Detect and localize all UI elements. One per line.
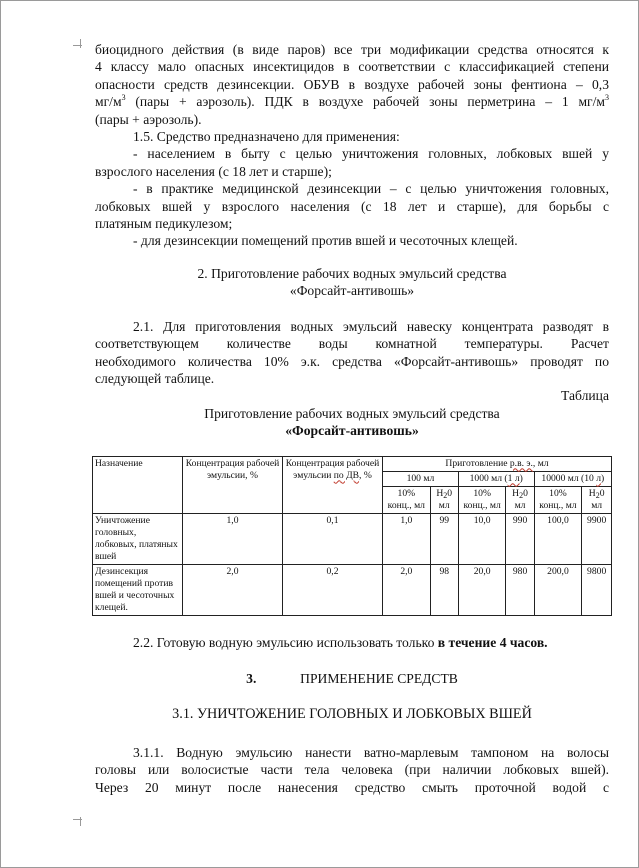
crop-mark-top xyxy=(73,45,82,46)
text-line xyxy=(95,93,609,110)
table-label: Таблица xyxy=(561,388,609,404)
section-title: ПРИМЕНЕНИЕ СРЕДСТВ xyxy=(300,670,458,686)
header-preparation: Приготовление р.в. э., мл xyxy=(383,456,612,471)
table-cell: Дезинсекция помещений против вшей и чесоточных клещей. xyxy=(93,564,183,615)
header-volume-100: 100 мл xyxy=(383,471,459,486)
table-cell: 200,0 xyxy=(534,564,582,615)
paragraph-line: соответствующем количестве воды комнатной температуры. Расчет xyxy=(95,336,609,352)
text-fragment: (пары + аэрозоль). ПДК в воздухе рабочей зоны перметрина – 1 мг/м xyxy=(135,94,605,110)
list-item-line: - населением в быту с целью уничтожения головных, лобковых вшей у xyxy=(133,146,609,162)
header-conc-ml: 10% конц., мл xyxy=(383,486,431,513)
header-concentration-dv: Концентрация рабочей эмульсии по ДВ, % xyxy=(283,456,383,513)
table-cell: 0,2 xyxy=(283,564,383,615)
list-item-line: лобковых вшей у взрослого населения (с 18 лет и старше), для борьбы с xyxy=(95,198,609,214)
text-line: 4 классу мало опасных инсектицидов в соответствии с классификацией степени xyxy=(95,59,609,75)
table-cell: 1,0 xyxy=(183,513,283,564)
superscript: 3 xyxy=(605,93,609,103)
header-concentration: Концентрация рабочей эмульсии, % xyxy=(183,456,283,513)
section-3-title xyxy=(95,670,609,687)
list-item-line: взрослого населения (с 18 лет и старше); xyxy=(95,163,332,179)
table-cell: Уничтожение головных, лобковых, платяных вшей xyxy=(93,513,183,564)
table-cell: 980 xyxy=(506,564,534,615)
header-water-ml: $H_20$ мл xyxy=(430,486,458,513)
paragraph-line: следующей таблице. xyxy=(95,370,215,386)
table-cell: 9900 xyxy=(582,513,612,564)
header-volume-1000: 1000 мл (1 л) xyxy=(458,471,534,486)
table-row xyxy=(93,513,612,564)
list-item-line: - в практике медицинской дезинсекции – с целью уничтожения головных, xyxy=(133,181,609,197)
paragraph-2-2: 2.2. Готовую водную эмульсию использовать только в течение 4 часов. xyxy=(133,634,548,650)
unit-text: мг/м xyxy=(95,94,122,110)
table-title: Приготовление рабочих водных эмульсий средства xyxy=(204,405,500,421)
header-conc-ml: 10% конц., мл xyxy=(534,486,582,513)
table-header-row xyxy=(93,456,612,471)
header-water-ml: $H_20$ мл xyxy=(506,486,534,513)
paragraph-line: 3.1.1. Водную эмульсию нанести ватно-марлевым тампоном на волосы xyxy=(133,744,609,760)
table-cell: 2,0 xyxy=(183,564,283,615)
header-purpose: Назначение xyxy=(93,456,183,513)
table-cell: 1,0 xyxy=(383,513,431,564)
table-cell: 100,0 xyxy=(534,513,582,564)
header-water-ml: $H_20$ мл xyxy=(582,486,612,513)
superscript: 3 xyxy=(121,93,126,103)
table-cell: 20,0 xyxy=(458,564,506,615)
header-conc-ml: 10% конц., мл xyxy=(458,486,506,513)
section-2-title: «Форсайт-антивошь» xyxy=(289,283,415,299)
crop-mark-bottom xyxy=(73,819,82,820)
crop-mark-top xyxy=(80,39,81,48)
text-line: опасности средств дезинсекции. ОБУВ в воздухе рабочей зоны фентиона – 0,3 xyxy=(95,76,609,92)
paragraph-line: необходимого количества 10% э.к. средства «Форсайт-антивошь» проводят по xyxy=(95,353,609,369)
table-cell: 98 xyxy=(430,564,458,615)
header-volume-10000: 10000 мл (10 л) xyxy=(534,471,611,486)
list-item-line: - для дезинсекции помещений против вшей и чесоточных клещей. xyxy=(133,233,518,249)
document-body xyxy=(95,41,609,796)
list-item-line: платяным педикулезом; xyxy=(95,216,233,232)
text-line: биоцидного действия (в виде паров) все три модификации средства относятся к xyxy=(95,42,609,57)
section-2-title: 2. Приготовление рабочих водных эмульсий средства xyxy=(197,265,507,281)
paragraph-line: Через 20 минут после нанесения средство смыть проточной водой с xyxy=(95,779,609,795)
section-number: 3. xyxy=(246,670,257,686)
subsection-3-1-title: 3.1. УНИЧТОЖЕНИЕ ГОЛОВНЫХ И ЛОБКОВЫХ ВШЕЙ xyxy=(172,706,532,723)
paragraph-line: 2.1. Для приготовления водных эмульсий навеску концентрата разводят в xyxy=(133,318,609,334)
table-cell: 990 xyxy=(506,513,534,564)
table-cell: 99 xyxy=(430,513,458,564)
paragraph-line: головы или волосистые части тела человека (при наличии лобковых вшей). xyxy=(95,762,609,778)
table-cell: 0,1 xyxy=(283,513,383,564)
table-cell: 10,0 xyxy=(458,513,506,564)
table-row xyxy=(93,564,612,615)
table-cell: 2,0 xyxy=(383,564,431,615)
table-title: «Форсайт-антивошь» xyxy=(285,423,419,439)
text-line: (пары + аэрозоль). xyxy=(95,111,202,127)
table-cell: 9800 xyxy=(582,564,612,615)
section-1-5-title: 1.5. Средство предназначено для применения: xyxy=(133,129,400,145)
preparation-table xyxy=(92,456,612,616)
